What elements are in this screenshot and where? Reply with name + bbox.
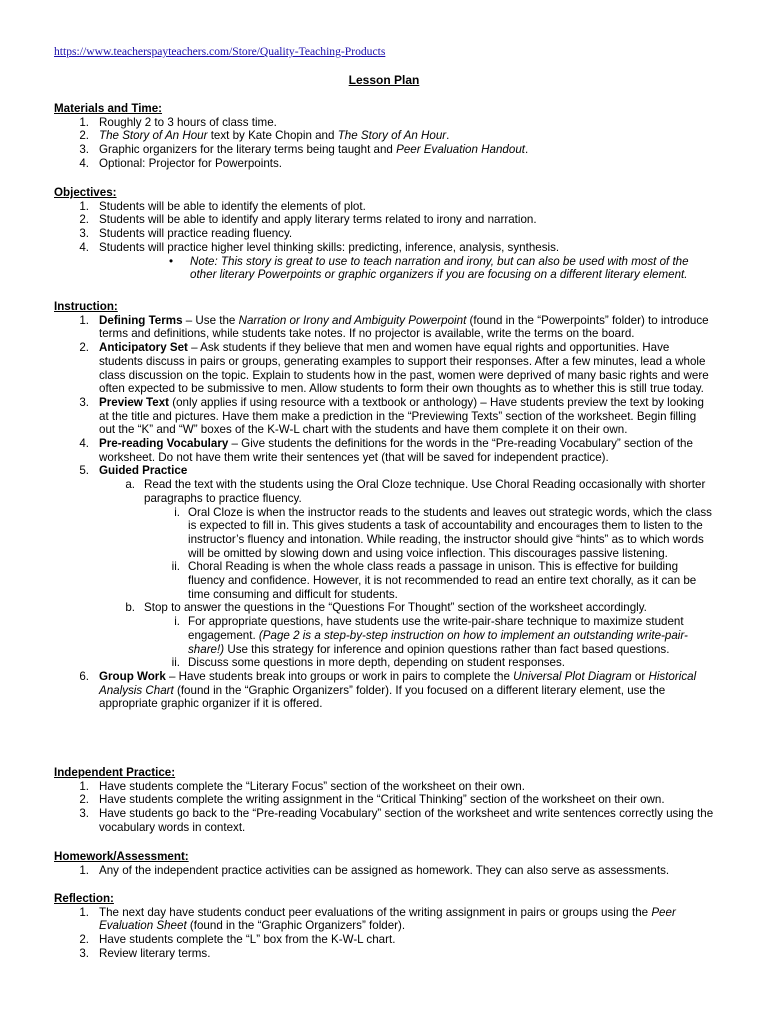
list-item-number: 3. bbox=[79, 143, 89, 157]
list-item-text: The Story of An Hour bbox=[99, 129, 208, 143]
list-item-text: (found in the “Graphic Organizers” folder). bbox=[186, 919, 406, 933]
list-item bbox=[54, 227, 714, 241]
list-item-number: 4. bbox=[79, 156, 89, 170]
list-item-text: Have students complete the writing assignment in the “Critical Thinking” section of the worksheet on their own. bbox=[99, 793, 665, 807]
list-item-number: 4. bbox=[79, 240, 89, 254]
instruction-heading: Instruction: bbox=[54, 300, 118, 313]
list-item bbox=[54, 157, 714, 171]
list-item-text: Choral Reading is when the whole class reads a passage in unison. This is effective for building fluency and confidence. However, it is not recommended to read an entire text chorally, as it can be time consuming and difficult for students. bbox=[188, 560, 697, 601]
list-item bbox=[54, 615, 714, 656]
list-item-text: Read the text with the students using the Oral Cloze technique. Use Choral Reading occasionally with shorter paragraphs to practice fluency. bbox=[144, 478, 706, 505]
list-item-number: 2. bbox=[79, 213, 89, 227]
list-item-number: 1. bbox=[79, 905, 89, 919]
list-item-number: 3. bbox=[79, 807, 89, 821]
list-item-text: Oral Cloze is when the instructor reads to the students and leaves out strategic words, which the class is expected to fill in. This gives students a task of accountability and encourages them to listen to the instructor’s fluency and intonation. While reading, the instructor should give “hints” as to which words will be omitted by slowing down and using voice inflection. This discourages passive listening. bbox=[188, 505, 712, 560]
list-item-number: i. bbox=[174, 505, 180, 519]
list-item bbox=[54, 506, 714, 561]
objectives-heading: Objectives: bbox=[54, 186, 117, 199]
list-item-text: Students will be able to identify and apply literary terms related to irony and narration. bbox=[99, 213, 537, 227]
list-item-text: Any of the independent practice activities can be assigned as homework. They can also serve as assessments. bbox=[99, 863, 670, 877]
list-item bbox=[54, 314, 714, 341]
homework-section bbox=[54, 850, 714, 877]
list-item bbox=[54, 793, 714, 807]
list-item-text: or bbox=[631, 669, 649, 683]
list-item-text: Universal Plot Diagram bbox=[513, 669, 632, 683]
list-item-text: text by Kate Chopin and bbox=[207, 129, 338, 143]
list-item bbox=[54, 947, 714, 961]
note-text: Note: This story is great to use to teach narration and irony, but can also be used with most of the other literary Powerpoints or graphic organizers if you are focusing on a different literary element. bbox=[190, 254, 689, 282]
list-item-number: 5. bbox=[79, 464, 89, 478]
list-item bbox=[54, 864, 714, 878]
list-item-number: 2. bbox=[79, 793, 89, 807]
list-item bbox=[54, 341, 714, 396]
list-item-text: Students will practice reading fluency. bbox=[99, 227, 293, 241]
list-item-text: Peer Evaluation Sheet bbox=[99, 905, 676, 933]
list-item bbox=[54, 780, 714, 794]
list-item-number: 3. bbox=[79, 946, 89, 960]
list-item bbox=[54, 437, 714, 464]
list-item-text: Roughly 2 to 3 hours of class time. bbox=[99, 115, 277, 129]
objectives-note bbox=[54, 255, 714, 282]
list-item-text: Students will practice higher level thinking skills: predicting, inference, analysis, synthesis. bbox=[99, 240, 560, 254]
list-item-text: – Have students break into groups or work in pairs to complete the bbox=[165, 669, 514, 683]
list-item-text: Use this strategy for inference and opinion questions rather than fact based questions. bbox=[224, 642, 670, 656]
list-item-text: (found in the “Powerpoints” folder) to introduce terms and definitions, while students take notes. If no projector is available, write the terms on the board. bbox=[99, 313, 709, 341]
list-item bbox=[54, 478, 714, 505]
list-item bbox=[54, 601, 714, 615]
list-item-text: Historical Analysis Chart bbox=[99, 669, 697, 697]
instruction-list bbox=[54, 314, 714, 711]
list-item-text: Guided Practice bbox=[99, 464, 188, 478]
list-item-text: Defining Terms bbox=[99, 313, 183, 327]
materials-heading: Materials and Time: bbox=[54, 102, 163, 115]
list-item-number: 3. bbox=[79, 227, 89, 241]
list-item-number: 6. bbox=[79, 669, 89, 683]
list-item-text: The next day have students conduct peer evaluations of the writing assignment in pairs or groups using the bbox=[99, 905, 652, 919]
list-item-text: Have students go back to the “Pre-reading Vocabulary” section of the worksheet and write sentences correctly using the vocabulary words in context. bbox=[99, 807, 714, 834]
independent-list bbox=[54, 780, 714, 835]
list-item-number: 1. bbox=[79, 199, 89, 213]
list-item bbox=[54, 670, 714, 711]
list-item-number: 2. bbox=[79, 933, 89, 947]
list-item-number: 4. bbox=[79, 437, 89, 451]
list-item-text: – Give students the definitions for the words in the “Pre-reading Vocabulary” section of the worksheet. Do not have them write their sentences yet (that will be saved for independent practice). bbox=[99, 437, 693, 464]
list-item bbox=[54, 396, 714, 437]
list-item-text: Stop to answer the questions in the “Questions For Thought” section of the worksheet accordingly. bbox=[144, 601, 647, 615]
store-link[interactable]: https://www.teacherspayteachers.com/Store/Quality-Teaching-Products bbox=[54, 45, 386, 58]
list-item bbox=[54, 143, 714, 157]
list-item-text: (Page 2 is a step-by-step instruction on how to implement an outstanding write-pair-share!) bbox=[188, 628, 688, 656]
list-item bbox=[54, 906, 714, 933]
list-item-text: Have students complete the “Literary Focus” section of the worksheet on their own. bbox=[99, 779, 525, 793]
reflection-heading: Reflection: bbox=[54, 892, 114, 905]
list-item-text: – Use the bbox=[182, 313, 239, 327]
list-item-text: . bbox=[446, 129, 450, 143]
independent-heading: Independent Practice: bbox=[54, 766, 176, 779]
list-item-number: 1. bbox=[79, 863, 89, 877]
homework-list bbox=[54, 864, 714, 878]
reflection-section bbox=[54, 892, 714, 961]
list-item-text: Discuss some questions in more depth, depending on student responses. bbox=[188, 656, 566, 670]
materials-section bbox=[54, 102, 714, 171]
list-item-text: Pre-reading Vocabulary bbox=[99, 437, 229, 451]
list-item-text: The Story of An Hour bbox=[337, 129, 447, 143]
list-item bbox=[54, 933, 714, 947]
list-item-text: Narration or Irony and Ambiguity Powerpoint bbox=[238, 313, 467, 327]
list-item-number: 2. bbox=[79, 341, 89, 355]
list-item-text: – Ask students if they believe that men and women have equal rights and opportunities. Have students discuss in pairs or groups, generating examples to support their responses. After a few minutes, lead a whole class discussion on the topic. Explain to students how in the past, women were deprived of many basic rights and were often expected to be submissive to men. Allow students to form their own thoughts as to whether this is still true today. bbox=[99, 341, 709, 396]
list-item bbox=[54, 656, 714, 670]
list-item bbox=[54, 200, 714, 214]
list-item-number: 1. bbox=[79, 779, 89, 793]
list-item-number: 3. bbox=[79, 395, 89, 409]
list-item-text: Preview Text bbox=[99, 395, 170, 409]
list-item bbox=[54, 241, 714, 255]
reflection-list bbox=[54, 906, 714, 961]
list-item-text: Students will be able to identify the elements of plot. bbox=[99, 199, 366, 213]
list-item-text: Graphic organizers for the literary terms being taught and bbox=[99, 143, 397, 157]
list-item-text: Group Work bbox=[99, 669, 166, 683]
list-item-number: 1. bbox=[79, 115, 89, 129]
list-item-number: 2. bbox=[79, 129, 89, 143]
independent-section bbox=[54, 766, 714, 835]
page-title: Lesson Plan bbox=[348, 73, 420, 87]
list-item-number: a. bbox=[125, 478, 135, 492]
list-item bbox=[54, 213, 714, 227]
list-item bbox=[54, 560, 714, 601]
materials-list bbox=[54, 116, 714, 171]
instruction-section bbox=[54, 300, 714, 711]
list-item bbox=[54, 116, 714, 130]
list-item bbox=[54, 129, 714, 143]
objectives-list bbox=[54, 200, 714, 255]
list-item bbox=[54, 464, 714, 478]
list-item-text: (only applies if using resource with a textbook or anthology) – Have students preview the text by looking at the title and pictures. Have them make a prediction in the “Previewing Texts” section of the worksheet. Begin filling out the “K” and “W” boxes of the K-W-L chart with the students and have them complete it on their own. bbox=[99, 395, 704, 437]
list-item-text: Review literary terms. bbox=[99, 946, 211, 960]
list-item-text: For appropriate questions, have students use the write-pair-share technique to maximize student engagement. bbox=[188, 615, 684, 642]
list-item-number: b. bbox=[125, 601, 135, 615]
list-item-text: Peer Evaluation Handout bbox=[396, 143, 526, 157]
list-item-number: i. bbox=[174, 615, 180, 629]
objectives-section bbox=[54, 186, 714, 282]
list-item-number: ii. bbox=[171, 560, 180, 574]
homework-heading: Homework/Assessment: bbox=[54, 850, 189, 863]
list-item-number: ii. bbox=[171, 656, 180, 670]
bullet-icon: • bbox=[169, 254, 174, 268]
list-item-text: Anticipatory Set bbox=[99, 341, 188, 355]
list-item bbox=[54, 807, 714, 834]
list-item-number: 1. bbox=[79, 313, 89, 327]
list-item-text: Have students complete the “L” box from the K-W-L chart. bbox=[99, 933, 396, 947]
list-item-text: (found in the “Graphic Organizers” folder). If you focused on a different literary element, use the appropriate graphic organizer if it is offered. bbox=[99, 683, 666, 711]
list-item-text: . bbox=[525, 143, 529, 157]
list-item-text: Optional: Projector for Powerpoints. bbox=[99, 156, 283, 170]
